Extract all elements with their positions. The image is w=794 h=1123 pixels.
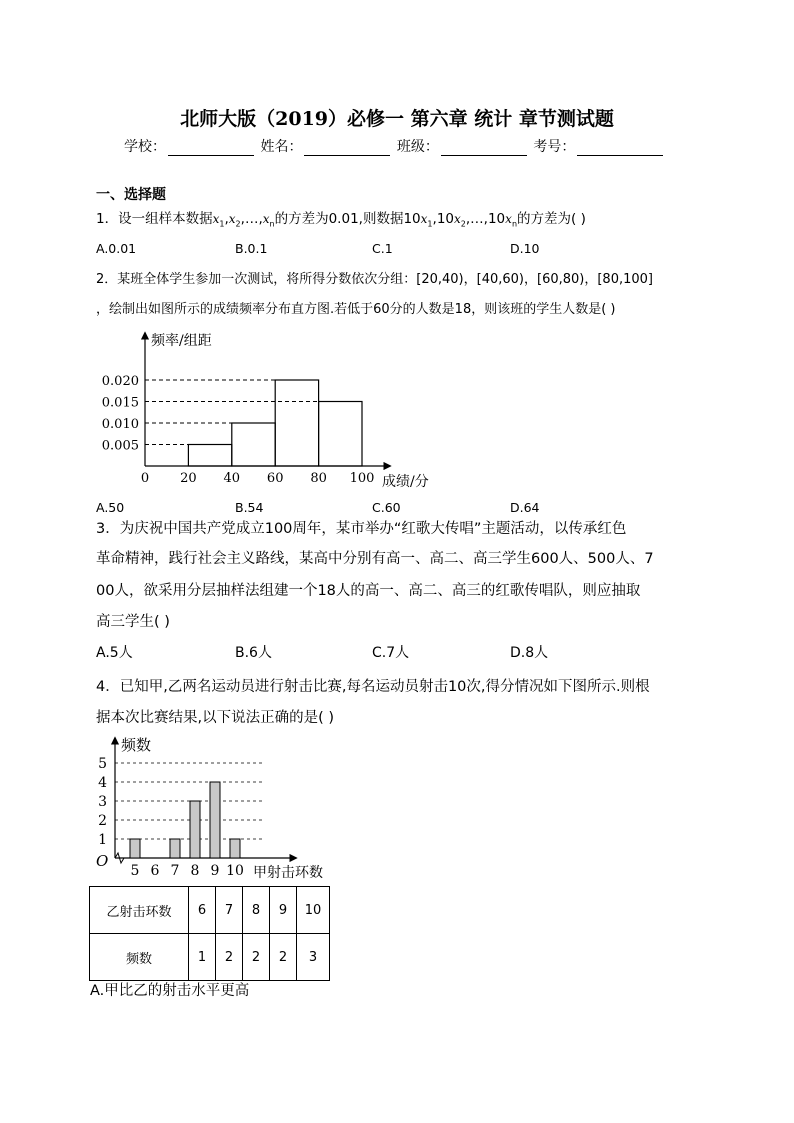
school-label: 学校： <box>124 139 166 155</box>
frequency-bar <box>230 839 240 858</box>
y-tick-label: 3 <box>98 794 107 810</box>
q3-line-2: 革命精神，践行社会主义路线，某高中分别有高一、高二、高三学生600人、500人、7 <box>96 551 654 567</box>
sub: 1 <box>219 219 225 229</box>
table-cell: 2 <box>216 934 243 981</box>
q1-option-b[interactable]: B.0.1 <box>235 241 268 256</box>
x-tick-label: 40 <box>223 471 241 486</box>
sub: 2 <box>460 219 466 229</box>
x-axis-title: 甲射击环数 <box>253 865 323 881</box>
q3-option-d[interactable]: D.8人 <box>510 645 549 661</box>
shooting-bar-chart <box>88 732 348 884</box>
y-tick-label: 2 <box>98 813 107 829</box>
frequency-bar <box>130 839 140 858</box>
q1-option-c[interactable]: C.1 <box>372 241 393 256</box>
histogram-bar <box>232 423 275 466</box>
table-header-cell: 乙射击环数 <box>90 887 189 934</box>
sub: n <box>511 219 518 229</box>
q2-line-1: 2．某班全体学生参加一次测试，将所得分数依次分组：[20,40)，[40,60)，[60,80)，[80,100] <box>96 272 653 287</box>
histogram-bar <box>275 380 318 466</box>
q2-option-d[interactable]: D.64 <box>510 500 540 515</box>
x-tick-label: 0 <box>140 471 150 486</box>
table-row <box>90 934 330 981</box>
table-cell: 9 <box>270 887 297 934</box>
q4-line-2: 据本次比赛结果,以下说法正确的是( ) <box>96 710 335 726</box>
q2-line-2: ，绘制出如图所示的成绩频率分布直方图.若低于60分的人数是18，则该班的学生人数是( ) <box>96 302 616 317</box>
y-tick-label: 1 <box>98 832 107 848</box>
var-x: x <box>420 212 428 226</box>
x-tick-label: 9 <box>210 863 220 879</box>
origin-label: O <box>96 852 109 870</box>
q3-option-c[interactable]: C.7人 <box>372 645 410 661</box>
ten: 10 <box>436 211 454 227</box>
q3-line-4: 高三学生( ) <box>96 614 170 630</box>
y-tick-label: 5 <box>98 756 107 772</box>
histogram-bar <box>319 402 362 467</box>
var-x: x <box>454 212 461 226</box>
histogram-chart <box>95 325 445 495</box>
q3-line-1: 3．为庆祝中国共产党成立100周年，某市举办“红歌大传唱”主题活动，以传承红色 <box>96 521 627 537</box>
q3-option-a[interactable]: A.5人 <box>96 645 133 661</box>
sub: 1 <box>427 219 433 229</box>
x-tick-label: 7 <box>170 863 180 879</box>
sub: 2 <box>235 219 241 229</box>
x-tick-label: 8 <box>190 863 200 879</box>
q2-option-c[interactable]: C.60 <box>372 500 401 515</box>
y-tick-label: 4 <box>98 775 107 791</box>
sub: n <box>269 219 275 229</box>
table-cell: 2 <box>270 934 297 981</box>
number-label: 考号： <box>533 139 576 155</box>
name-label: 姓名： <box>260 139 303 155</box>
shooter-b-table <box>89 886 330 981</box>
table-cell: 8 <box>243 887 270 934</box>
x-tick-label: 100 <box>349 471 375 486</box>
x-tick-label: 10 <box>226 863 244 879</box>
frequency-bar <box>210 782 220 858</box>
page-title: 北师大版（2019）必修一 第六章 统计 章节测试题 <box>180 108 614 130</box>
q1-option-d[interactable]: D.10 <box>510 241 540 256</box>
x-tick-label: 5 <box>130 863 140 879</box>
y-tick-label: 0.020 <box>101 374 139 389</box>
y-axis-title: 频数 <box>121 736 152 754</box>
q1-text-a: 1．设一组样本数据 <box>96 211 213 227</box>
y-tick-label: 0.005 <box>101 438 139 454</box>
frequency-bar <box>170 839 180 858</box>
dots: … <box>244 211 259 227</box>
name-blank[interactable] <box>304 141 390 156</box>
class-label: 班级： <box>396 139 439 155</box>
var-x: x <box>505 212 512 226</box>
y-axis-title: 频率/组距 <box>151 333 212 349</box>
q4-option-a[interactable]: A.甲比乙的射击水平更高 <box>90 983 250 999</box>
x-tick-label: 20 <box>180 471 197 486</box>
table-cell: 6 <box>189 887 216 934</box>
x-tick-label: 80 <box>310 471 327 486</box>
question-1: 1．设一组样本数据$x_1,x_2,\dots,x_n$的方差为0.01,则数据$10x_1,10x_2,\dots,10x_n$的方差为( ) <box>96 211 586 229</box>
var-x: x <box>212 212 220 226</box>
school-blank[interactable] <box>168 141 254 156</box>
q3-line-3: 00人，欲采用分层抽样法组建一个18人的高一、高二、高三的红歌传唱队，则应抽取 <box>96 583 641 599</box>
dots: … <box>470 211 484 227</box>
q3-option-b[interactable]: B.6人 <box>235 645 272 661</box>
frequency-bar <box>190 801 200 858</box>
y-tick-label: 0.010 <box>101 417 139 432</box>
number-blank[interactable] <box>577 141 663 156</box>
histogram-bar <box>188 445 231 467</box>
table-cell: 1 <box>189 934 216 981</box>
q1-text-c: 的方差为( ) <box>517 211 586 227</box>
student-info-line <box>124 136 665 156</box>
table-header-cell: 频数 <box>90 934 189 981</box>
table-cell: 2 <box>243 934 270 981</box>
q1-option-a[interactable]: A.0.01 <box>96 241 137 256</box>
table-cell: 7 <box>216 887 243 934</box>
y-tick-label: 0.015 <box>101 395 139 411</box>
x-tick-label: 6 <box>150 863 160 879</box>
q1-text-b: 的方差为0.01,则数据 <box>274 211 404 227</box>
class-blank[interactable] <box>441 141 527 156</box>
x-tick-label: 60 <box>266 471 284 486</box>
var-x: x <box>262 212 270 226</box>
table-cell: 3 <box>297 934 330 981</box>
var-x: x <box>228 212 236 226</box>
ten: 10 <box>487 211 506 227</box>
table-row <box>90 887 330 934</box>
q2-option-b[interactable]: B.54 <box>235 500 264 515</box>
table-cell: 10 <box>297 887 330 934</box>
q4-line-1: 4．已知甲,乙两名运动员进行射击比赛,每名运动员射击10次,得分情况如下图所示.则根 <box>96 679 650 695</box>
q2-option-a[interactable]: A.50 <box>96 500 125 515</box>
x-axis-title: 成绩/分 <box>382 474 429 490</box>
ten: 10 <box>403 211 421 227</box>
section-title: 一、选择题 <box>96 187 166 203</box>
